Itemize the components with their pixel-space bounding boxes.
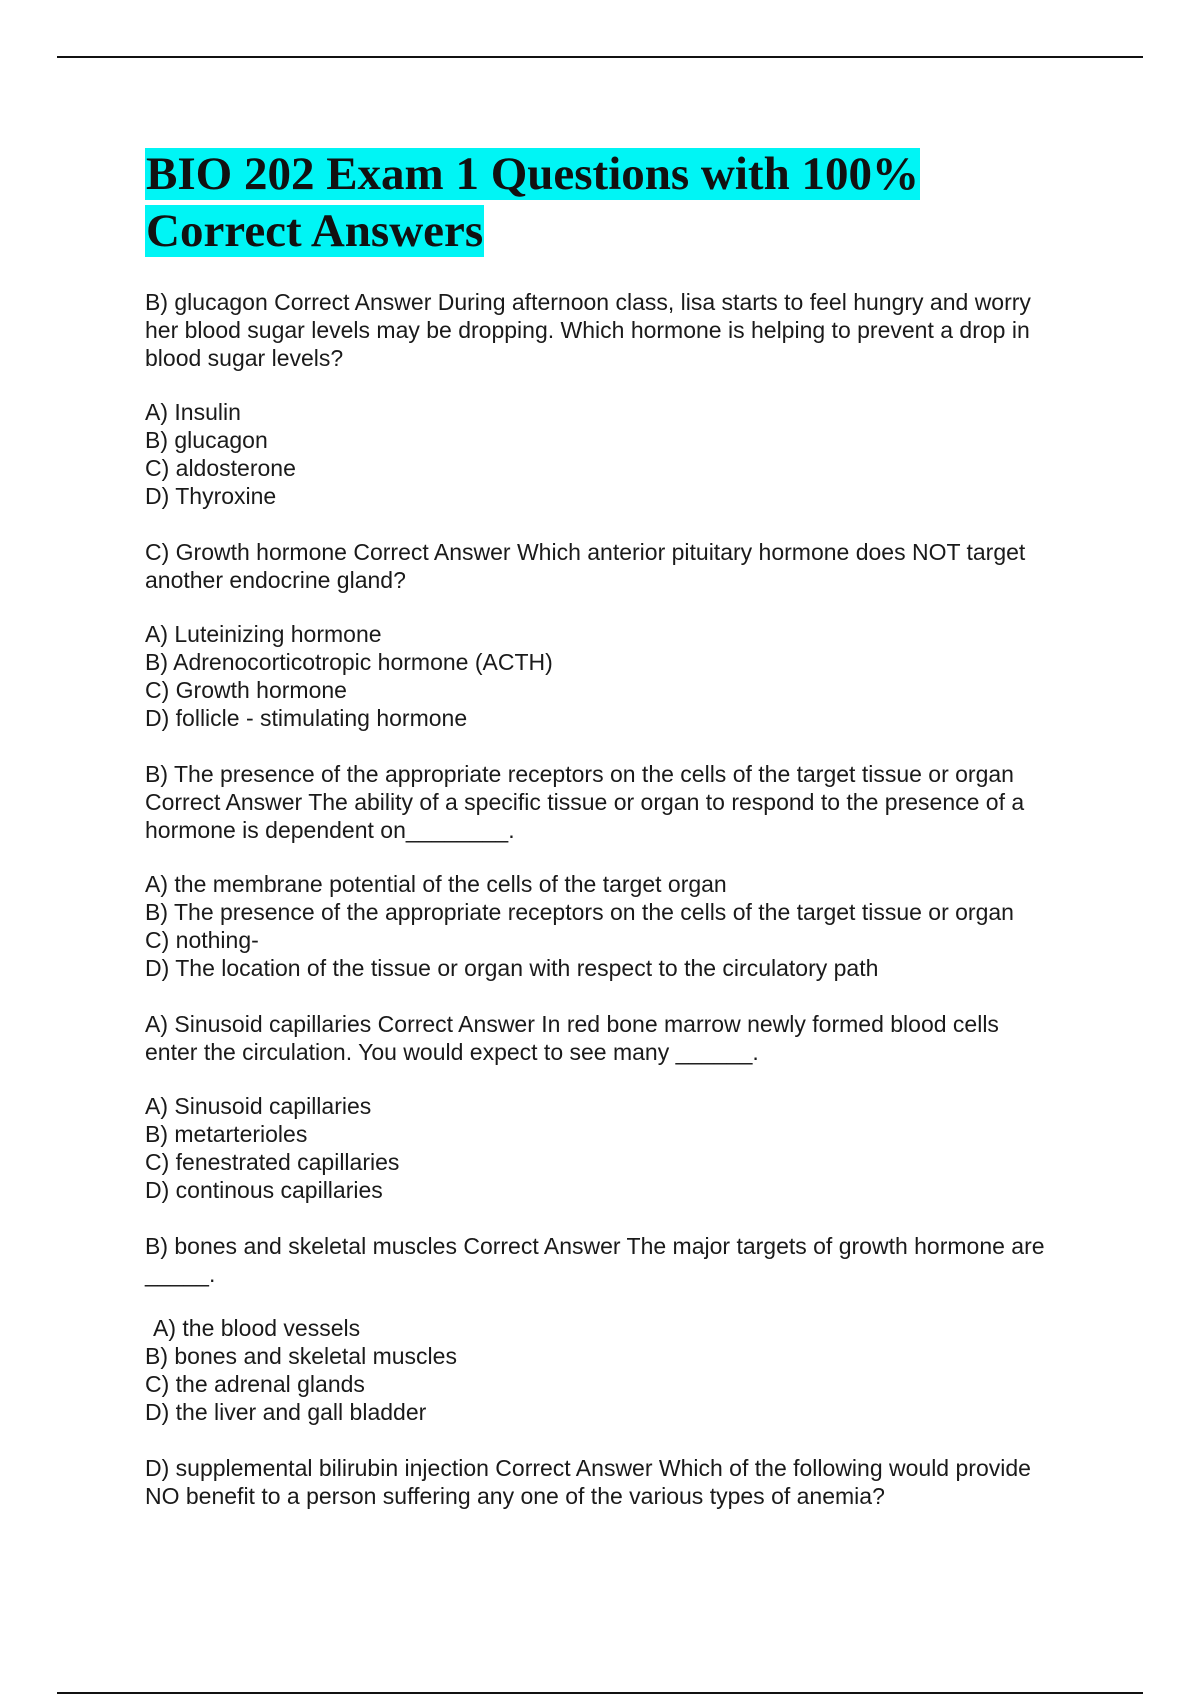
- question-text: C) Growth hormone Correct Answer Which anterior pituitary hormone does NOT target another endocrine gland?: [145, 539, 1026, 593]
- title-highlight: BIO 202 Exam 1 Questions with 100% Correct Answers: [146, 148, 919, 257]
- answer-option: D) the liver and gall bladder: [145, 1399, 427, 1425]
- answer-option: B) metarterioles: [145, 1121, 308, 1147]
- answer-option: B) bones and skeletal muscles: [145, 1343, 457, 1369]
- answer-option: C) Growth hormone: [145, 677, 347, 703]
- answer-options: [145, 620, 1065, 732]
- answer-option: A) the blood vessels: [153, 1315, 361, 1341]
- answer-option: D) Thyroxine: [145, 483, 277, 509]
- answer-option: D) The location of the tissue or organ with respect to the circulatory path: [145, 955, 879, 981]
- question-text: B) glucagon Correct Answer During afternoon class, lisa starts to feel hungry and worry her blood sugar levels may be dropping. Which hormone is helping to prevent a drop in blood sugar levels?: [145, 289, 1031, 371]
- answer-option: B) The presence of the appropriate receptors on the cells of the target tissue or organ: [145, 899, 1014, 925]
- answer-option: D) continous capillaries: [145, 1177, 383, 1203]
- answer-options: [145, 1314, 1065, 1426]
- question-text: A) Sinusoid capillaries Correct Answer In red bone marrow newly formed blood cells enter the circulation. You would expect to see many ______.: [145, 1011, 999, 1065]
- answer-options: [145, 870, 1065, 982]
- header-divider: [57, 56, 1143, 58]
- answer-option: B) Adrenocorticotropic hormone (ACTH): [145, 649, 553, 675]
- footer-divider: [57, 1692, 1143, 1694]
- answer-option: D) follicle - stimulating hormone: [145, 705, 468, 731]
- question-text: D) supplemental bilirubin injection Correct Answer Which of the following would provide NO benefit to a person suffering any one of the various types of anemia?: [145, 1455, 1031, 1509]
- document-body: [145, 146, 1065, 1536]
- answer-option: C) fenestrated capillaries: [145, 1149, 400, 1175]
- document-title: [145, 146, 1065, 260]
- answer-option: C) nothing-: [145, 927, 259, 953]
- answer-option: A) the membrane potential of the cells of the target organ: [145, 871, 727, 897]
- answer-option: A) Sinusoid capillaries: [145, 1093, 372, 1119]
- answer-options: [145, 1092, 1065, 1204]
- question-text: B) The presence of the appropriate receptors on the cells of the target tissue or organ Correct Answer The ability of a specific tissue or organ to respond to the presence of a hormone is dependent on________.: [145, 761, 1025, 843]
- question-text: B) bones and skeletal muscles Correct Answer The major targets of growth hormone are _____.: [145, 1233, 1045, 1287]
- answer-options: [145, 398, 1065, 510]
- answer-option: C) aldosterone: [145, 455, 296, 481]
- answer-option: B) glucagon: [145, 427, 268, 453]
- answer-option: A) Luteinizing hormone: [145, 621, 382, 647]
- answer-option: A) Insulin: [145, 399, 241, 425]
- answer-option: C) the adrenal glands: [145, 1371, 365, 1397]
